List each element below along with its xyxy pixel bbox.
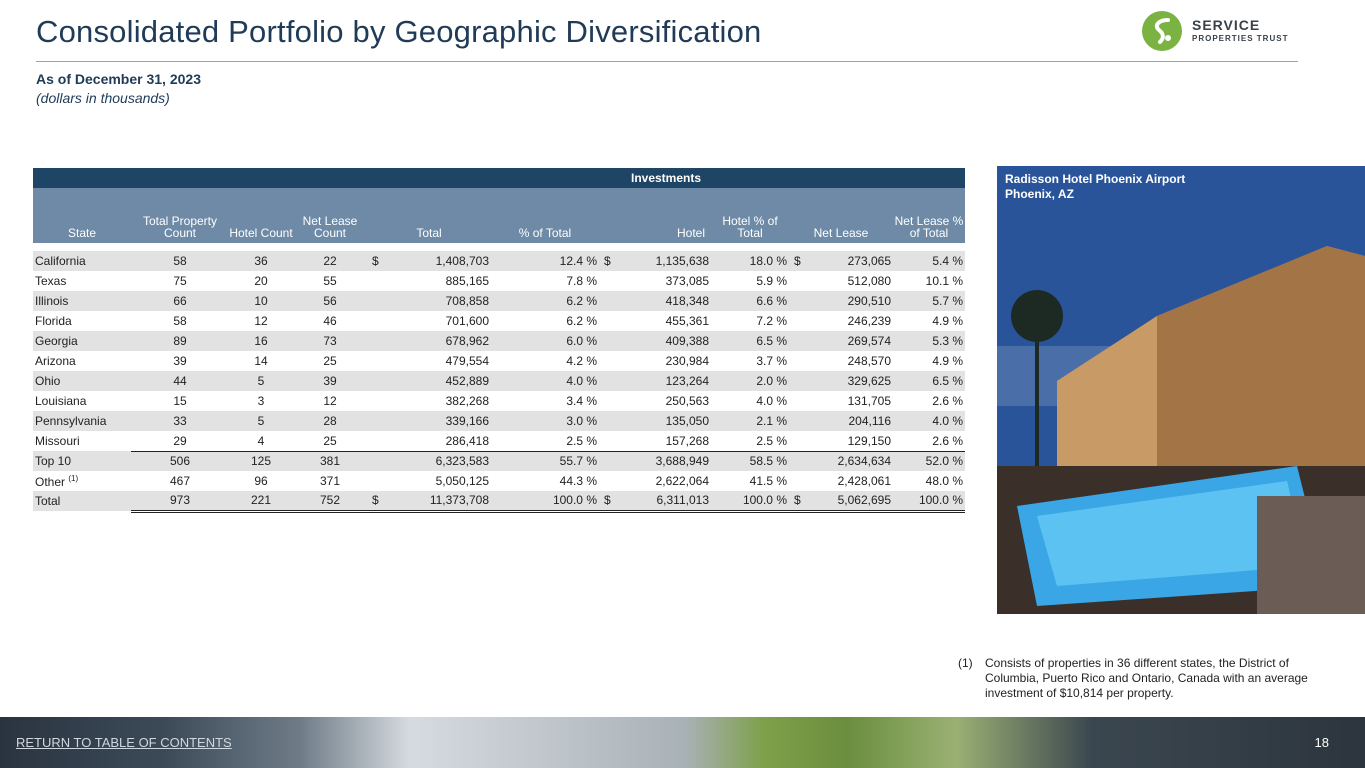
footnote-ref: (1): [68, 473, 79, 483]
cell-net-lease-pct: 100.0 %: [893, 491, 965, 511]
state-label: Top 10: [35, 454, 72, 468]
cell-state: [33, 391, 131, 411]
table-row: [33, 371, 965, 391]
cell-net-lease-dollar: [789, 451, 809, 471]
page-title: Consolidated Portfolio by Geographic Diversification: [36, 14, 762, 49]
units-note: (dollars in thousands): [36, 90, 170, 106]
state-label: Arizona: [35, 354, 76, 368]
cell-net-lease: 131,705: [847, 394, 891, 408]
cell-pct-of-total: 44.3 %: [559, 474, 597, 488]
col-total-property-count: Total Property Count: [131, 188, 229, 243]
cell-state: [33, 291, 131, 311]
cell-pct-of-total: 100.0 %: [491, 491, 599, 511]
cell-net-lease-count: 28: [293, 411, 367, 431]
cell-total-property-count: 58: [173, 314, 187, 328]
cell-state: [33, 311, 131, 331]
table-row: [33, 251, 965, 271]
cell-hotel-dollar: [599, 291, 619, 311]
cell-hotel-pct: 41.5 %: [749, 474, 787, 488]
table-row: [33, 291, 965, 311]
cell-state: [33, 351, 131, 371]
cell-hotel: 418,348: [619, 291, 711, 311]
as-of-date: As of December 31, 2023: [36, 71, 201, 87]
cell-hotel: 135,050: [619, 411, 711, 431]
cell-hotel-pct: 3.7 %: [756, 354, 787, 368]
cell-net-lease: 129,150: [809, 431, 893, 451]
group-header-blank: [33, 168, 367, 188]
cell-hotel-pct: 6.6 %: [711, 291, 789, 311]
cell-hotel: 1,135,638: [619, 251, 711, 271]
state-label: Pennsylvania: [35, 414, 107, 428]
cell-hotel-count: 12: [254, 314, 268, 328]
logo-text-service: SERVICE: [1192, 17, 1261, 33]
state-label: Florida: [35, 314, 72, 328]
cell-net-lease-pct: 4.9 %: [932, 314, 963, 328]
cell-net-lease-dollar: [789, 371, 809, 391]
cell-total-dollar: [367, 411, 387, 431]
cell-hotel-count: 36: [229, 251, 293, 271]
cell-hotel-pct: 6.5 %: [711, 331, 789, 351]
cell-hotel-count: 10: [229, 291, 293, 311]
cell-state: [33, 411, 131, 431]
cell-state: [33, 451, 131, 471]
photo-caption: [1005, 172, 1185, 202]
photo-caption-hotel: Radisson Hotel Phoenix Airport: [1005, 172, 1186, 186]
hotel-photo-illustration: [997, 166, 1365, 614]
cell-hotel-dollar: [599, 451, 619, 471]
cell-net-lease-pct: 2.6 %: [932, 394, 963, 408]
cell-net-lease-dollar: [789, 311, 809, 331]
cell-total-property-count: 973: [131, 491, 229, 511]
cell-state: [33, 331, 131, 351]
cell-pct-of-total: 55.7 %: [491, 451, 599, 471]
cell-net-lease-count: 25: [293, 431, 367, 451]
cell-hotel-dollar: $: [599, 251, 619, 271]
cell-hotel: 373,085: [665, 274, 709, 288]
cell-total-property-count: 33: [131, 411, 229, 431]
cell-net-lease-dollar: [789, 431, 809, 451]
cell-net-lease-count: 12: [323, 394, 337, 408]
cell-state: [33, 271, 131, 291]
cell-hotel-pct: 2.0 %: [711, 371, 789, 391]
cell-hotel: 123,264: [619, 371, 711, 391]
cell-net-lease-pct: 5.4 %: [893, 251, 965, 271]
cell-hotel: 2,622,064: [655, 474, 709, 488]
cell-hotel-dollar: [599, 371, 619, 391]
cell-hotel-pct: 7.2 %: [756, 314, 787, 328]
cell-net-lease: 512,080: [847, 274, 891, 288]
col-hotel-pct: Hotel % of Total: [711, 188, 789, 243]
cell-total-dollar: [367, 331, 387, 351]
cell-hotel-dollar: [599, 431, 619, 451]
cell-hotel-pct: 4.0 %: [756, 394, 787, 408]
cell-total-dollar: [367, 471, 387, 491]
col-state: State: [33, 188, 131, 243]
cell-hotel-dollar: [599, 391, 619, 411]
company-logo: [1142, 11, 1302, 53]
cell-hotel-dollar: [599, 271, 619, 291]
cell-total-property-count: 467: [169, 474, 191, 488]
cell-net-lease-dollar: [789, 331, 809, 351]
cell-hotel: 6,311,013: [619, 491, 711, 511]
cell-net-lease-pct: 10.1 %: [925, 274, 963, 288]
cell-net-lease-count: 25: [323, 354, 337, 368]
cell-net-lease-count: 39: [293, 371, 367, 391]
title-divider: [36, 61, 1298, 62]
cell-total: 708,858: [387, 291, 491, 311]
cell-hotel-count: 5: [229, 411, 293, 431]
state-label: Other: [35, 474, 66, 489]
cell-hotel-pct: 18.0 %: [711, 251, 789, 271]
cell-net-lease: 248,570: [847, 354, 891, 368]
cell-hotel-pct: 2.1 %: [711, 411, 789, 431]
table-row: [33, 331, 965, 351]
cell-net-lease: 246,239: [847, 314, 891, 328]
cell-total: 339,166: [387, 411, 491, 431]
col-pct-of-total: % of Total: [491, 188, 599, 243]
cell-total-property-count: 75: [173, 274, 187, 288]
table-row: [33, 391, 965, 411]
cell-state: [33, 251, 131, 271]
hotel-photo: [997, 166, 1365, 614]
cell-total: 286,418: [387, 431, 491, 451]
return-to-toc-link[interactable]: RETURN TO TABLE OF CONTENTS: [16, 735, 232, 750]
cell-total-property-count: 44: [131, 371, 229, 391]
cell-net-lease-pct: 4.0 %: [893, 411, 965, 431]
state-label: California: [35, 254, 86, 268]
col-hotel: Hotel: [599, 188, 711, 243]
cell-net-lease-pct: 5.7 %: [893, 291, 965, 311]
cell-total-property-count: 15: [173, 394, 187, 408]
cell-net-lease: 329,625: [809, 371, 893, 391]
cell-total: 479,554: [445, 354, 489, 368]
cell-hotel-pct: 58.5 %: [711, 451, 789, 471]
cell-net-lease-pct: 6.5 %: [893, 371, 965, 391]
state-label: Total: [35, 494, 61, 508]
footnote-text: Consists of properties in 36 different states, the District of Columbia, Puerto Rico and Ontario, Canada with an average investment of $10,814 per property.: [985, 656, 1308, 700]
cell-hotel-dollar: [599, 331, 619, 351]
cell-total-property-count: 66: [131, 291, 229, 311]
cell-net-lease-pct: 2.6 %: [893, 431, 965, 451]
cell-total-property-count: 29: [131, 431, 229, 451]
cell-hotel-count: 125: [229, 451, 293, 471]
cell-hotel-count: 16: [229, 331, 293, 351]
cell-hotel-dollar: $: [599, 491, 619, 511]
cell-state: [33, 491, 131, 511]
cell-total-dollar: $: [367, 491, 387, 511]
cell-total: 5,050,125: [435, 474, 489, 488]
cell-hotel-count: 221: [229, 491, 293, 511]
cell-net-lease-dollar: [789, 291, 809, 311]
cell-net-lease-pct: 5.3 %: [893, 331, 965, 351]
cell-total: 6,323,583: [387, 451, 491, 471]
cell-hotel-dollar: [599, 351, 619, 371]
cell-net-lease-pct: 48.0 %: [925, 474, 963, 488]
cell-net-lease-dollar: [789, 411, 809, 431]
cell-pct-of-total: 6.2 %: [566, 314, 597, 328]
col-net-lease-pct: Net Lease % of Total: [893, 188, 965, 243]
cell-hotel: 409,388: [619, 331, 711, 351]
cell-net-lease-count: 55: [323, 274, 337, 288]
cell-hotel-count: 20: [254, 274, 268, 288]
cell-pct-of-total: 6.2 %: [491, 291, 599, 311]
cell-total-property-count: 89: [131, 331, 229, 351]
cell-pct-of-total: 12.4 %: [491, 251, 599, 271]
state-label: Missouri: [35, 434, 80, 448]
state-label: Georgia: [35, 334, 78, 348]
cell-total-dollar: [367, 291, 387, 311]
col-total: Total: [367, 188, 491, 243]
photo-caption-location: Phoenix, AZ: [1005, 187, 1074, 201]
cell-total-property-count: 58: [131, 251, 229, 271]
state-label: Ohio: [35, 374, 61, 388]
cell-total: 701,600: [445, 314, 489, 328]
cell-net-lease-count: 752: [293, 491, 367, 511]
cell-pct-of-total: 4.0 %: [491, 371, 599, 391]
cell-net-lease-count: 56: [293, 291, 367, 311]
group-header-investments: Investments: [367, 168, 965, 188]
cell-hotel-dollar: [599, 311, 619, 331]
cell-hotel: 3,688,949: [619, 451, 711, 471]
cell-total-property-count: 506: [131, 451, 229, 471]
cell-hotel-count: 14: [254, 354, 268, 368]
cell-hotel: 157,268: [619, 431, 711, 451]
cell-hotel: 230,984: [665, 354, 709, 368]
cell-hotel-pct: 2.5 %: [711, 431, 789, 451]
cell-net-lease-pct: 52.0 %: [893, 451, 965, 471]
logo-mark-icon: [1142, 11, 1182, 51]
cell-total-dollar: [367, 311, 387, 331]
table-row: [33, 471, 965, 491]
cell-pct-of-total: 7.8 %: [566, 274, 597, 288]
table-row: [33, 411, 965, 431]
cell-total-dollar: [367, 351, 387, 371]
cell-total-dollar: [367, 451, 387, 471]
cell-net-lease-dollar: [789, 351, 809, 371]
cell-net-lease: 269,574: [809, 331, 893, 351]
state-label: Texas: [35, 274, 67, 288]
cell-net-lease-dollar: [789, 471, 809, 491]
cell-pct-of-total: 3.0 %: [491, 411, 599, 431]
cell-total: 382,268: [445, 394, 489, 408]
cell-net-lease: 2,634,634: [809, 451, 893, 471]
cell-state: [33, 431, 131, 451]
cell-total: 678,962: [387, 331, 491, 351]
cell-hotel: 455,361: [665, 314, 709, 328]
cell-net-lease-dollar: [789, 391, 809, 411]
state-label: Louisiana: [35, 394, 87, 408]
cell-net-lease: 5,062,695: [809, 491, 893, 511]
cell-total-dollar: [367, 391, 387, 411]
cell-total: 885,165: [445, 274, 489, 288]
col-hotel-count: Hotel Count: [229, 188, 293, 243]
cell-net-lease: 273,065: [809, 251, 893, 271]
cell-pct-of-total: 6.0 %: [491, 331, 599, 351]
logo-text-properties-trust: PROPERTIES TRUST: [1192, 34, 1289, 43]
cell-hotel-count: 5: [229, 371, 293, 391]
cell-net-lease-count: 22: [293, 251, 367, 271]
cell-net-lease-count: 381: [293, 451, 367, 471]
cell-net-lease-count: 73: [293, 331, 367, 351]
cell-hotel-count: 4: [229, 431, 293, 451]
cell-net-lease-count: 371: [319, 474, 341, 488]
cell-state: [33, 471, 131, 491]
table-row: [33, 351, 965, 371]
cell-total-dollar: $: [367, 251, 387, 271]
cell-total-dollar: [367, 271, 387, 291]
cell-net-lease-dollar: $: [789, 251, 809, 271]
table-row: [33, 431, 965, 451]
cell-hotel-count: 3: [257, 394, 265, 408]
table-row: [33, 491, 965, 511]
table-row: [33, 271, 965, 291]
portfolio-table: [33, 168, 965, 513]
cell-hotel-dollar: [599, 471, 619, 491]
table-row: [33, 451, 965, 471]
cell-net-lease-pct: 4.9 %: [932, 354, 963, 368]
state-label: Illinois: [35, 294, 69, 308]
page-number: 18: [1314, 735, 1329, 750]
cell-total-property-count: 39: [173, 354, 187, 368]
footnote-number: (1): [958, 656, 973, 670]
cell-net-lease-dollar: [789, 271, 809, 291]
cell-hotel-pct: 100.0 %: [711, 491, 789, 511]
table-row: [33, 311, 965, 331]
cell-net-lease-dollar: $: [789, 491, 809, 511]
cell-total-dollar: [367, 431, 387, 451]
cell-net-lease: 204,116: [809, 411, 893, 431]
cell-net-lease-count: 46: [323, 314, 337, 328]
cell-net-lease: 2,428,061: [837, 474, 891, 488]
cell-total-dollar: [367, 371, 387, 391]
cell-total: 1,408,703: [387, 251, 491, 271]
col-net-lease-count: Net Lease Count: [293, 188, 367, 243]
cell-pct-of-total: 4.2 %: [566, 354, 597, 368]
cell-hotel-pct: 5.9 %: [756, 274, 787, 288]
cell-pct-of-total: 3.4 %: [566, 394, 597, 408]
header-spacer: [33, 243, 965, 251]
col-net-lease: Net Lease: [789, 188, 893, 243]
cell-total: 11,373,708: [387, 491, 491, 511]
cell-pct-of-total: 2.5 %: [491, 431, 599, 451]
cell-hotel: 250,563: [665, 394, 709, 408]
cell-hotel-count: 96: [254, 474, 268, 488]
cell-total: 452,889: [387, 371, 491, 391]
cell-hotel-dollar: [599, 411, 619, 431]
cell-net-lease: 290,510: [809, 291, 893, 311]
cell-state: [33, 371, 131, 391]
